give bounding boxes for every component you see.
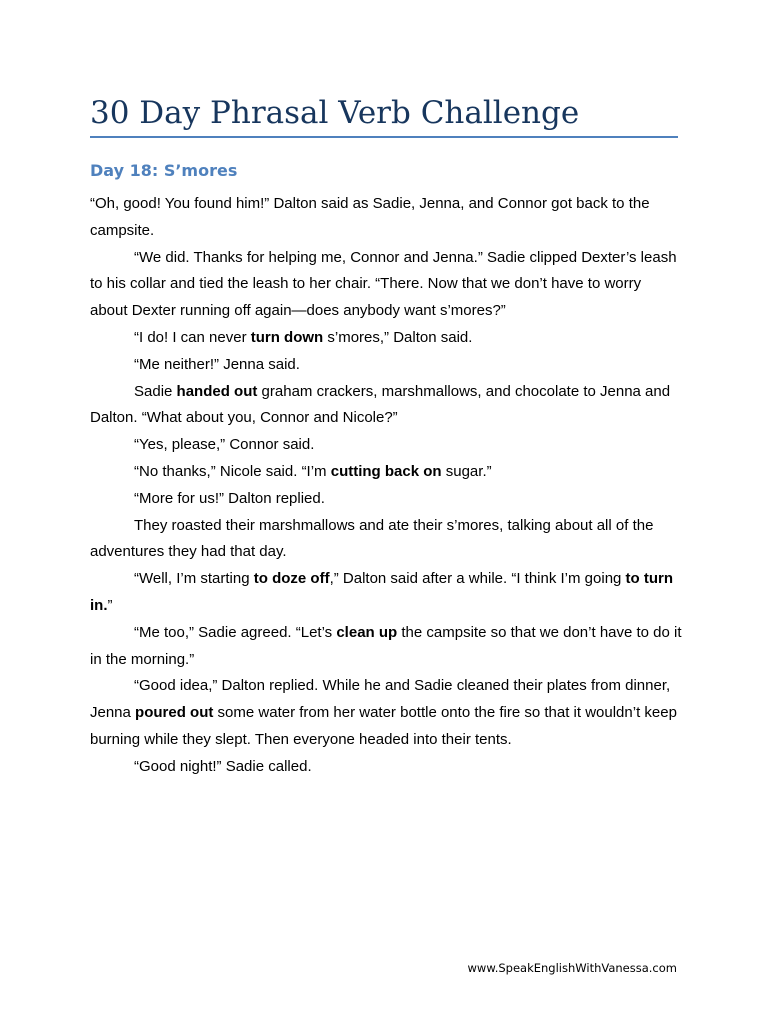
day-heading: Day 18: S’mores: [90, 161, 238, 180]
story-paragraph-9: They roasted their marshmallows and ate their s’mores, talking about all of the adventures they had that day.: [90, 516, 654, 561]
story-paragraph-1: “Oh, good! You found him!” Dalton said as Sadie, Jenna, and Connor got back to the campsite.: [90, 195, 650, 239]
story-paragraph-5: Sadie handed out graham crackers, marshmallows, and chocolate to Jenna and Dalton. “What about you, Connor and Nicole?”: [90, 382, 671, 427]
story-paragraph-6: “Yes, please,” Connor said.: [134, 436, 315, 454]
footer-website-url: www.SpeakEnglishWithVanessa.com: [467, 961, 677, 975]
story-paragraph-4: “Me neither!” Jenna said.: [134, 355, 300, 373]
story-paragraph-13: “Good night!” Sadie called.: [134, 757, 312, 775]
story-paragraph-7: “No thanks,” Nicole said. “I’m cutting back on sugar.”: [134, 462, 492, 480]
phrasal-verb-clean-up: clean up: [336, 623, 398, 641]
story-body: [90, 191, 682, 781]
story-paragraph-2: “We did. Thanks for helping me, Connor and Jenna.” Sadie clipped Dexter’s leash to his collar and tied the leash to her chair. “There. Now that we don’t have to worry about Dexter running off again—does anybody want s’mores?”: [90, 248, 677, 320]
phrasal-verb-turn-down: turn down: [250, 328, 324, 346]
document-title: 30 Day Phrasal Verb Challenge: [90, 95, 580, 131]
story-paragraph-10: “Well, I’m starting to doze off,” Dalton said after a while. “I think I’m going to turn in.”: [90, 570, 674, 614]
phrasal-verb-handed-out: handed out: [176, 382, 258, 400]
phrasal-verb-to-turn-in: to turn in.: [90, 570, 674, 614]
story-paragraph-11: “Me too,” Sadie agreed. “Let’s clean up the campsite so that we don’t have to do it in the morning.”: [90, 623, 682, 668]
title-underline-rule: [90, 136, 678, 138]
phrasal-verb-poured-out: poured out: [135, 704, 214, 722]
story-paragraph-12: “Good idea,” Dalton replied. While he and Sadie cleaned their plates from dinner, Jenna poured out some water from her water bottle onto the fire so that it wouldn’t keep burning while they slept. Then everyone headed into their tents.: [90, 677, 677, 748]
phrasal-verb-cutting-back-on: cutting back on: [330, 462, 442, 480]
story-paragraph-8: “More for us!” Dalton replied.: [134, 489, 325, 507]
phrasal-verb-to-doze-off: to doze off: [253, 570, 330, 588]
story-paragraph-3: “I do! I can never turn down s’mores,” Dalton said.: [134, 328, 473, 346]
